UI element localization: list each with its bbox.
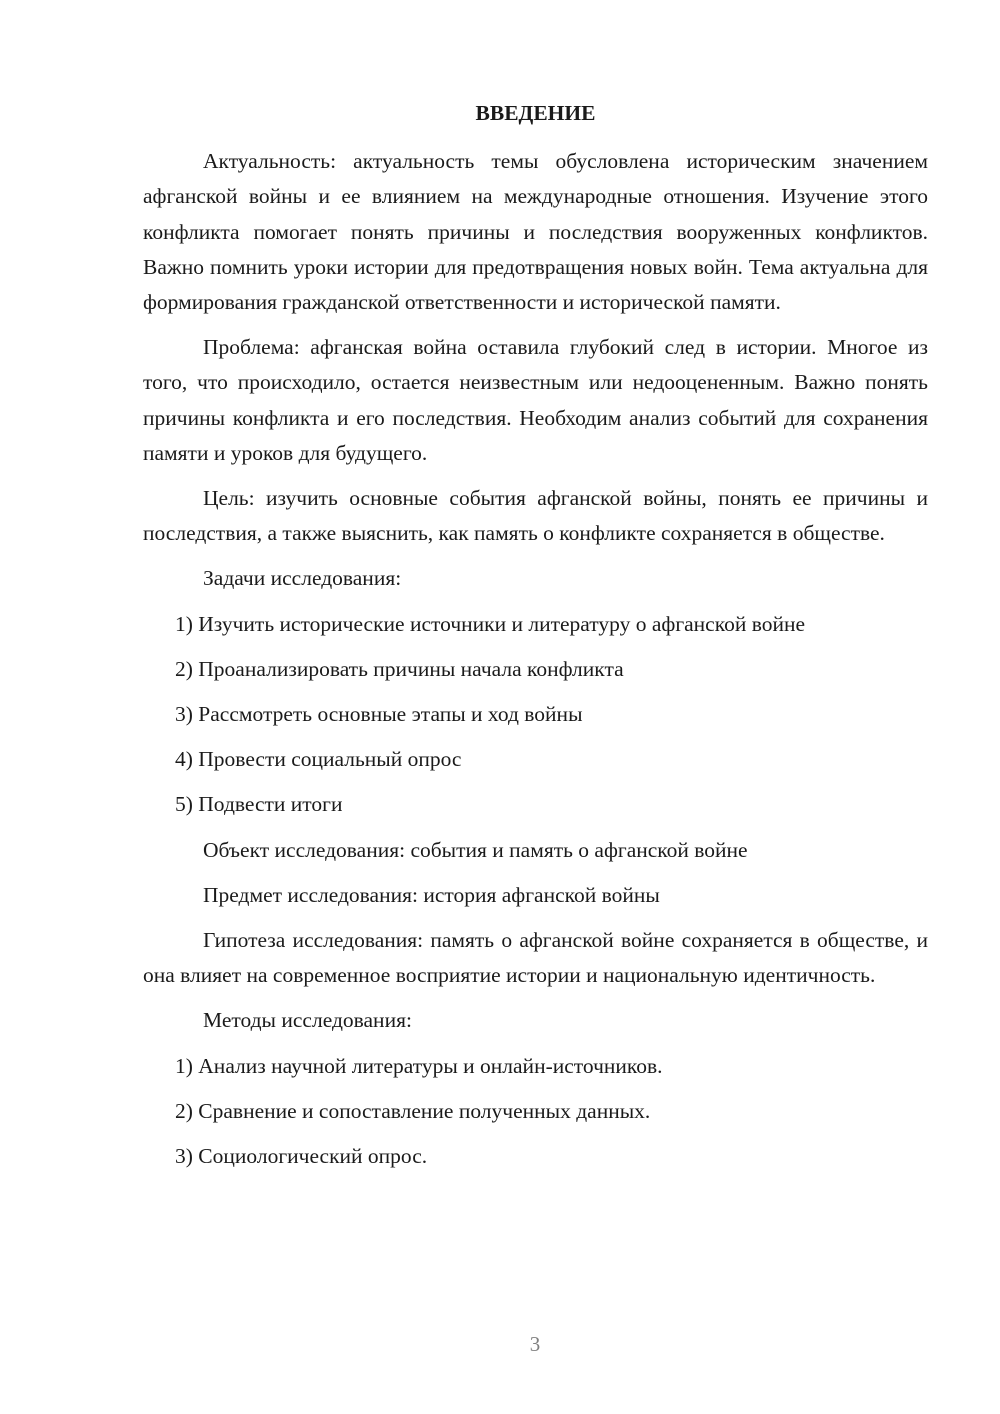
list-item: 2) Сравнение и сопоставление полученных данных. bbox=[175, 1098, 651, 1123]
problem-paragraph: Проблема: афганская война оставила глубокий след в истории. Многое из того, что происходило, остается неизвестным или недооцененным. Важно понять причины конфликта и его последствия. Необходим анализ событий для сохранения памяти и уроков для будущего. bbox=[143, 335, 928, 465]
list-item: 1) Анализ научной литературы и онлайн-источников. bbox=[175, 1053, 663, 1078]
methods-heading: Методы исследования: bbox=[203, 1008, 412, 1033]
tasks-list bbox=[143, 607, 928, 823]
document-page bbox=[143, 96, 928, 1184]
goal-paragraph: Цель: изучить основные события афганской войны, понять ее причины и последствия, а также выяснить, как память о конфликте сохраняется в обществе. bbox=[143, 486, 928, 546]
list-item: 2) Проанализировать причины начала конфликта bbox=[175, 656, 624, 681]
list-item: 1) Изучить исторические источники и литературу о афганской войне bbox=[175, 611, 806, 636]
methods-list bbox=[143, 1049, 928, 1175]
tasks-heading: Задачи исследования: bbox=[203, 566, 402, 591]
hypothesis-paragraph: Гипотеза исследования: память о афганской войне сохраняется в обществе, и она влияет на современное восприятие истории и национальную идентичность. bbox=[143, 928, 928, 988]
list-item: 3) Рассмотреть основные этапы и ход войны bbox=[175, 702, 583, 727]
list-item: 3) Социологический опрос. bbox=[175, 1144, 428, 1169]
list-item: 4) Провести социальный опрос bbox=[175, 747, 462, 772]
section-title: ВВЕДЕНИЕ bbox=[475, 101, 596, 125]
relevance-paragraph: Актуальность: актуальность темы обусловлена историческим значением афганской войны и ее влиянием на международные отношения. Изучение этого конфликта помогает понять причины и последствия вооруженных конфликтов. Важно помнить уроки истории для предотвращения новых войн. Тема актуальна для формирования гражданской ответственности и исторической памяти. bbox=[143, 149, 928, 315]
page-number: 3 bbox=[529, 1332, 541, 1356]
object-line: Объект исследования: события и память о афганской войне bbox=[203, 837, 748, 862]
list-item: 5) Подвести итоги bbox=[175, 792, 343, 817]
subject-line: Предмет исследования: история афганской войны bbox=[203, 882, 660, 907]
